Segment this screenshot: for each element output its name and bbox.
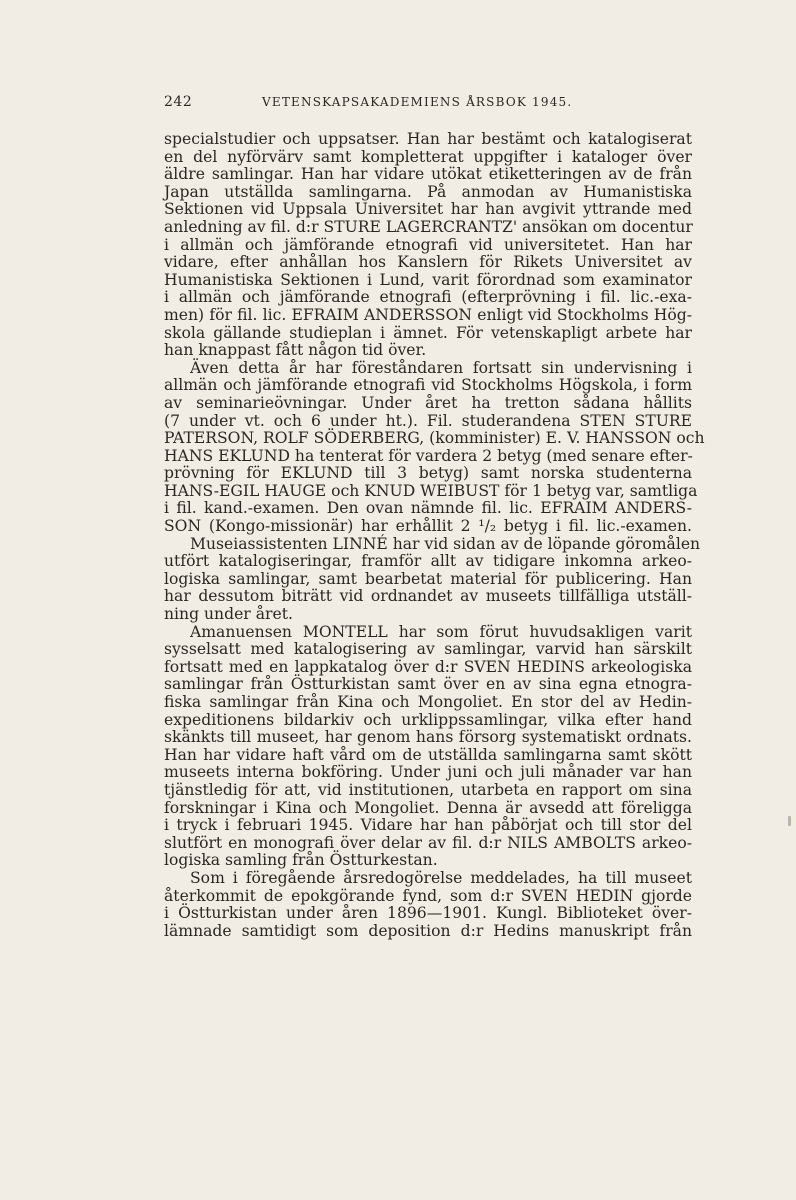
text-line: samlingar från Östturkistan samt över en av sina egna etnogra- [164, 675, 692, 694]
text-line: han knappast fått någon tid över. [164, 341, 427, 360]
text-line: museets interna bokföring. Under juni och juli månader var han [164, 763, 692, 782]
text-line: har dessutom biträtt vid ordnandet av museets tillfälliga utställ- [164, 587, 692, 606]
text-line: sysselsatt med katalogisering av samlingar, varvid han särskilt [164, 640, 692, 659]
text-line: slutfört en monografi över delar av fil. d:r NILS AMBOLTS arkeo- [164, 833, 692, 852]
text-line: äldre samlingar. Han har vidare utökat etiketteringen av de från [164, 165, 692, 184]
text-line: Humanistiska Sektionen i Lund, varit förordnad som examinator [164, 270, 692, 289]
text-line: i Östturkistan under åren 1896—1901. Kungl. Biblioteket över- [164, 904, 692, 923]
text-line: logiska samling från Östturkestan. [164, 851, 438, 870]
text-line: Japan utställda samlingarna. På anmodan av Humanistiska [164, 182, 692, 201]
text-line: fiska samlingar från Kina och Mongoliet. En stor del av Hedin- [164, 693, 692, 711]
text-line: PATERSON, ROLF SÖDERBERG, (komminister) E. V. HANSSON och [164, 429, 705, 448]
text-line: tjänstledig för att, vid institutionen, utarbeta en rapport om sina [164, 780, 692, 799]
text-line: i allmän och jämförande etnografi vid universitetet. Han har [164, 235, 692, 254]
text-line: i fil. kand.-examen. Den ovan nämnde fil. lic. EFRAIM ANDERS- [164, 499, 692, 518]
text-line: vidare, efter anhållan hos Kanslern för Rikets Universitet av [164, 253, 692, 272]
text-line: återkommit de epokgörande fynd, som d:r SVEN HEDIN gjorde [164, 886, 692, 905]
text-line: ning under året. [164, 605, 293, 624]
text-line: specialstudier och uppsatser. Han har bestämt och katalogiserat [164, 130, 692, 148]
text-line: Som i föregående årsredogörelse meddelades, ha till museet [190, 868, 692, 887]
body-text [164, 130, 705, 940]
text-line: av seminarieövningar. Under året ha tretton sådana hållits [164, 393, 692, 412]
text-line: (7 under vt. och 6 under ht.). Fil. studerandena STEN STURE [164, 411, 692, 430]
text-line: forskningar i Kina och Mongoliet. Denna är avsedd att föreligga [164, 798, 692, 817]
paper-speck [788, 816, 791, 826]
text-line: logiska samlingar, samt bearbetat material för publicering. Han [164, 569, 692, 588]
text-line: prövning för EKLUND till 3 betyg) samt norska studenterna [164, 464, 692, 483]
running-header [164, 94, 684, 114]
text-line: HANS EKLUND ha tenterat för vardera 2 betyg (med senare efter- [164, 446, 693, 465]
text-line: Sektionen vid Uppsala Universitet har han avgivit yttrande med [164, 200, 692, 219]
text-line: i allmän och jämförande etnografi (efterprövning i fil. lic.-exa- [164, 288, 692, 307]
text-line: utfört katalogiseringar, framför allt av tidigare inkomna arkeo- [164, 552, 692, 571]
text-line: skola gällande studieplan i ämnet. För vetenskapligt arbete har [164, 323, 692, 342]
text-line: en del nyförvärv samt kompletterat uppgifter i kataloger över [164, 147, 692, 166]
text-line: expeditionens bildarkiv och urklippssamlingar, vilka efter hand [164, 710, 692, 729]
text-line: anledning av fil. d:r STURE LAGERCRANTZ' ansökan om docentur [164, 217, 693, 236]
text-line: skänkts till museet, har genom hans försorg systematiskt ordnats. [164, 728, 692, 747]
text-line: Han har vidare haft vård om de utställda samlingarna samt skött [164, 745, 692, 764]
text-line: HANS-EGIL HAUGE och KNUD WEIBUST för 1 betyg var, samtliga [164, 481, 698, 500]
text-line: Museiassistenten LINNÉ har vid sidan av de löpande göromålen [190, 534, 701, 553]
page-number: 242 [164, 94, 193, 110]
text-line: SON (Kongo-missionär) har erhållit 2 ¹/₂ betyg i fil. lic.-examen. [164, 517, 692, 536]
text-line: i tryck i februari 1945. Vidare har han påbörjat och till stor del [164, 816, 692, 835]
text-line: lämnade samtidigt som deposition d:r Hedins manuskript från [164, 921, 692, 940]
running-title: VETENSKAPSAKADEMIENS ÅRSBOK 1945. [262, 95, 573, 109]
text-line: Även detta år har föreståndaren fortsatt sin undervisning i [190, 358, 692, 377]
text-line: fortsatt med en lappkatalog över d:r SVEN HEDINS arkeologiska [164, 657, 692, 676]
text-line: men) för fil. lic. EFRAIM ANDERSSON enligt vid Stockholms Hög- [164, 305, 692, 324]
text-line: Amanuensen MONTELL har som förut huvudsakligen varit [190, 622, 692, 641]
text-line: allmän och jämförande etnografi vid Stockholms Högskola, i form [164, 376, 692, 395]
